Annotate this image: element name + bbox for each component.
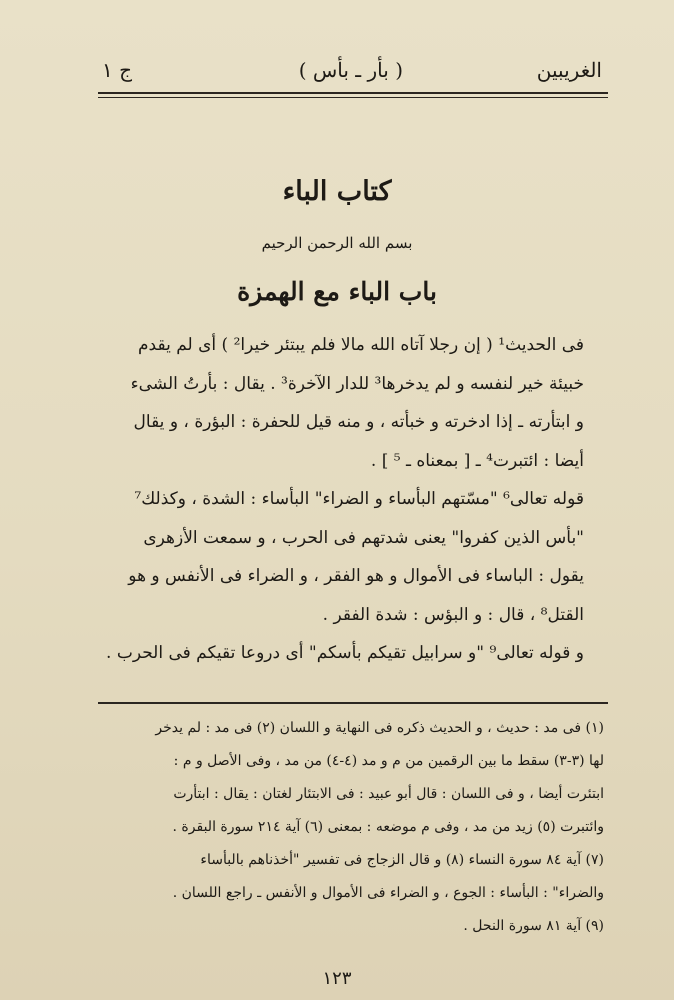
- footnote-line: لها (٣-٣) سقط ما بين الرقمين من م و مد (٤-٤) من مد ، وفى الأصل و م :: [173, 753, 604, 769]
- text-line: القتل⁸ ، قال : و البؤس : شدة الفقر .: [322, 604, 584, 625]
- header-rule-thin: [98, 97, 608, 98]
- header-rule-thick: [98, 92, 608, 94]
- text-line: "بأس الذين كفروا" يعنى شدتهم فى الحرب ، و سمعت الأزهرى: [143, 527, 584, 548]
- footnote-line: (٧) آية ٨٤ سورة النساء (٨) و قال الزجاج فى تفسير "أخذناهم بالبأساء: [200, 852, 604, 868]
- text-line: و قوله تعالى⁹ "و سرابيل تقيكم بأسكم" أى دروعا تقيكم فى الحرب .: [106, 643, 584, 663]
- text-line: أيضا : ائتبرت⁴ ـ [ بمعناه ـ ⁵ ] .: [370, 450, 584, 471]
- running-header: [98, 40, 608, 100]
- footnote-line: والضراء" : البأساء : الجوع ، و الضراء فى الأموال و الأنفس ـ راجع اللسان .: [172, 885, 604, 901]
- header-section: ( بأر ـ بأس ): [298, 58, 403, 82]
- text-line: يقول : الباساء فى الأموال و هو الفقر ، و الضراء فى الأنفس و هو: [128, 566, 584, 586]
- header-book-name: الغريبين: [536, 58, 602, 82]
- footnote-line: وائتبرت (٥) زيد من مد ، وفى م موضعه : بمعنى (٦) آية ٢١٤ سورة البقرة .: [172, 819, 604, 835]
- footnote-divider: [98, 702, 608, 704]
- footnote-line: ابتئرت أيضا ، و فى اللسان : قال أبو عبيد : فى الابتئار لغتان : يقال : ابتأرت: [173, 786, 604, 802]
- header-volume: ج ١: [102, 58, 133, 82]
- basmala: بسم الله الرحمن الرحيم: [261, 234, 413, 252]
- text-line: فى الحديث¹ ( إن رجلا آتاه الله مالا فلم يبتئر خيرا² ) أى لم يقدم: [138, 335, 584, 355]
- footnotes: [84, 712, 604, 943]
- book-title: كتاب الباء: [282, 176, 392, 207]
- main-text: [94, 326, 584, 673]
- page-number: ١٢٣: [322, 968, 352, 989]
- text-line: خبيئة خير لنفسه و لم يدخرها³ للدار الآخرة³ . يقال : بأرتُ الشىء: [130, 373, 584, 394]
- text-line: و ابتأرته ـ إذا ادخرته و خبأته ، و منه قيل للحفرة : البؤرة ، و يقال: [133, 412, 584, 432]
- chapter-title: باب الباء مع الهمزة: [237, 277, 437, 306]
- footnote-line: (٩) آية ٨١ سورة النحل .: [463, 918, 604, 934]
- footnote-line: (١) فى مد : حديث ، و الحديث ذكره فى النهاية و اللسان (٢) فى مد : لم يدخر: [155, 720, 604, 736]
- text-line: قوله تعالى⁶ "مسّتهم البأساء و الضراء" البأساء : الشدة ، وكذلك⁷: [134, 489, 584, 509]
